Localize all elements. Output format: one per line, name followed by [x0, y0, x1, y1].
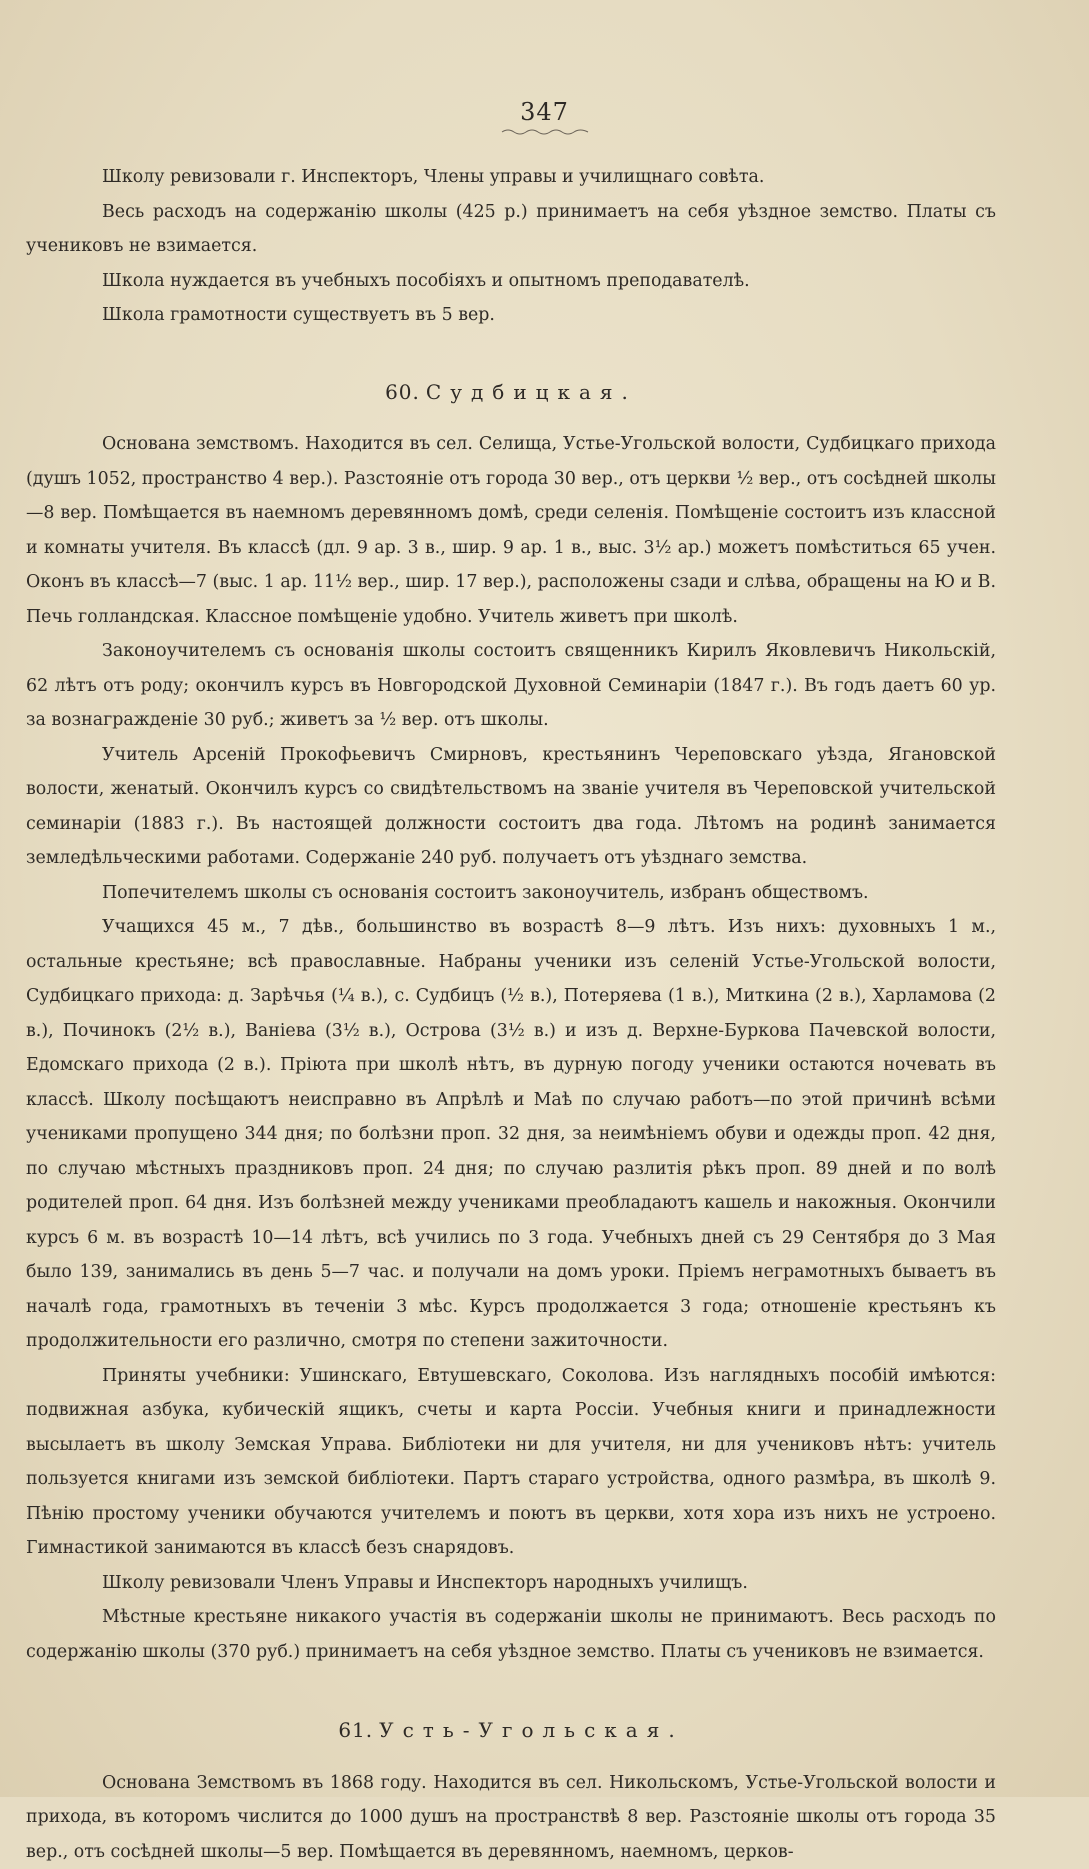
paragraph: Учащихся 45 м., 7 дѣв., большинство въ возрастѣ 8—9 лѣтъ. Изъ нихъ: духовныхъ 1 м., остальные крестьяне; всѣ православные. Набраны ученики изъ селеній Устье-Угольской волости, Судбицкаго прихода: д. Зарѣчья (¼ в.), с. Судбицъ (½ в.), Потеряева (1 в.), Миткина (2 в.), Харламова (2 в.), Починокъ (2½ в.), Ваніева (3½ в.), Острова (3½ в.) и изъ д. Верхне-Буркова Пачевской волости, Едомскаго прихода (2 в.). Пріюта при школѣ нѣтъ, въ дурную погоду ученики остаются ночевать въ классѣ. Школу посѣщаютъ неисправно въ Апрѣлѣ и Маѣ по случаю работъ—по этой причинѣ всѣми учениками пропущено 344 дня; по болѣзни проп. 32 дня, за неимѣніемъ обуви и одежды проп. 42 дня, по случаю мѣстныхъ праздниковъ проп. 24 дня; по случаю разлитія рѣкъ проп. 89 дней и по волѣ родителей проп. 64 дня. Изъ болѣзней между учениками преобладаютъ кашель и накожныя. Окончили курсъ 6 м. въ возрастѣ 10—14 лѣтъ, всѣ учились по 3 года. Учебныхъ дней съ 29 Сентября до 3 Мая было 139, занимались въ день 5—7 час. и получали на домъ уроки. Пріемъ неграмотныхъ бываетъ въ началѣ года, грамотныхъ въ теченіи 3 мѣс. Курсъ продолжается 3 года; отношеніе крестьянъ къ продолжительности его различно, смотря по степени зажиточности.	[26, 910, 996, 1359]
section-heading	[26, 375, 996, 410]
paragraph: Основана земствомъ. Находится въ сел. Селища, Устье-Угольской волости, Судбицкаго прихода (душъ 1052, пространство 4 вер.). Разстояніе отъ города 30 вер., отъ церкви ½ вер., отъ сосѣдней школы—8 вер. Помѣщается въ наемномъ деревянномъ домѣ, среди селенія. Помѣщеніе состоитъ изъ классной и комнаты учителя. Въ классѣ (дл. 9 ар. 3 в., шир. 9 ар. 1 в., выс. 3½ ар.) можетъ помѣститься 65 учен. Оконъ въ классѣ—7 (выс. 1 ар. 11½ вер., шир. 17 вер.), расположены сзади и слѣва, обращены на Ю и В. Печь голландская. Классное помѣщеніе удобно. Учитель живетъ при школѣ.	[26, 427, 996, 634]
paragraph: Мѣстные крестьяне никакого участія въ содержаніи школы не принимаютъ. Весь расходъ по содержанію школы (370 руб.) принимаетъ на себя уѣздное земство. Платы съ учениковъ не взимается.	[26, 1600, 996, 1669]
paragraph: Школу ревизовали Членъ Управы и Инспекторъ народныхъ училищъ.	[26, 1566, 996, 1601]
section-title: Судбицкая.	[426, 380, 637, 404]
paragraph: Законоучителемъ съ основанія школы состоитъ священникъ Кирилъ Яковлевичъ Никольскій, 62 лѣтъ отъ роду; окончилъ курсъ въ Новгородской Духовной Семинаріи (1847 г.). Въ годъ даетъ 60 ур. за вознагражденіе 30 руб.; живетъ за ½ вер. отъ школы.	[26, 634, 996, 738]
section-number: 60.	[385, 380, 420, 404]
paragraph: Попечителемъ школы съ основанія состоитъ законоучитель, избранъ обществомъ.	[26, 876, 996, 911]
section-number: 61.	[338, 1718, 373, 1742]
page-number: 347	[0, 98, 1089, 126]
section-title: Усть-Угольская.	[379, 1718, 684, 1742]
paragraph: Школа нуждается въ учебныхъ пособіяхъ и опытномъ преподавателѣ.	[26, 264, 996, 299]
paragraph: Учитель Арсеній Прокофьевичъ Смирновъ, крестьянинъ Череповскаго уѣзда, Ягановской волости, женатый. Окончилъ курсъ со свидѣтельствомъ на званіе учителя въ Череповской учительской семинаріи (1883 г.). Въ настоящей должности состоитъ два года. Лѣтомъ на родинѣ занимается земледѣльческими работами. Содержаніе 240 руб. получаетъ отъ уѣзднаго земства.	[26, 738, 996, 876]
page-body	[26, 160, 996, 1869]
paragraph: Основана Земствомъ въ 1868 году. Находится въ сел. Никольскомъ, Устье-Угольской волости и прихода, въ которомъ числится до 1000 душъ на пространствѣ 8 вер. Разстояніе школы отъ города 35 вер., отъ сосѣдней школы—5 вер. Помѣщается въ деревянномъ, наемномъ, церков-	[26, 1766, 996, 1869]
paragraph: Школа грамотности существуетъ въ 5 вер.	[26, 298, 996, 333]
paragraph: Весь расходъ на содержанію школы (425 р.) принимаетъ на себя уѣздное земство. Платы съ учениковъ не взимается.	[26, 195, 996, 264]
paragraph: Приняты учебники: Ушинскаго, Евтушевскаго, Соколова. Изъ наглядныхъ пособій имѣются: подвижная азбука, кубическій ящикъ, счеты и карта Россіи. Учебныя книги и принадлежности высылаетъ въ школу Земская Управа. Библіотеки ни для учителя, ни для учениковъ нѣтъ: учитель пользуется книгами изъ земской библіотеки. Партъ стараго устройства, одного размѣра, въ школѣ 9. Пѣнію простому ученики обучаются учителемъ и поютъ въ церкви, хотя хора изъ нихъ не устроено. Гимнастикой занимаются въ классѣ безъ снарядовъ.	[26, 1359, 996, 1566]
section-heading	[26, 1713, 996, 1748]
ornament-divider	[500, 128, 590, 136]
paragraph: Школу ревизовали г. Инспекторъ, Члены управы и училищнаго совѣта.	[26, 160, 996, 195]
